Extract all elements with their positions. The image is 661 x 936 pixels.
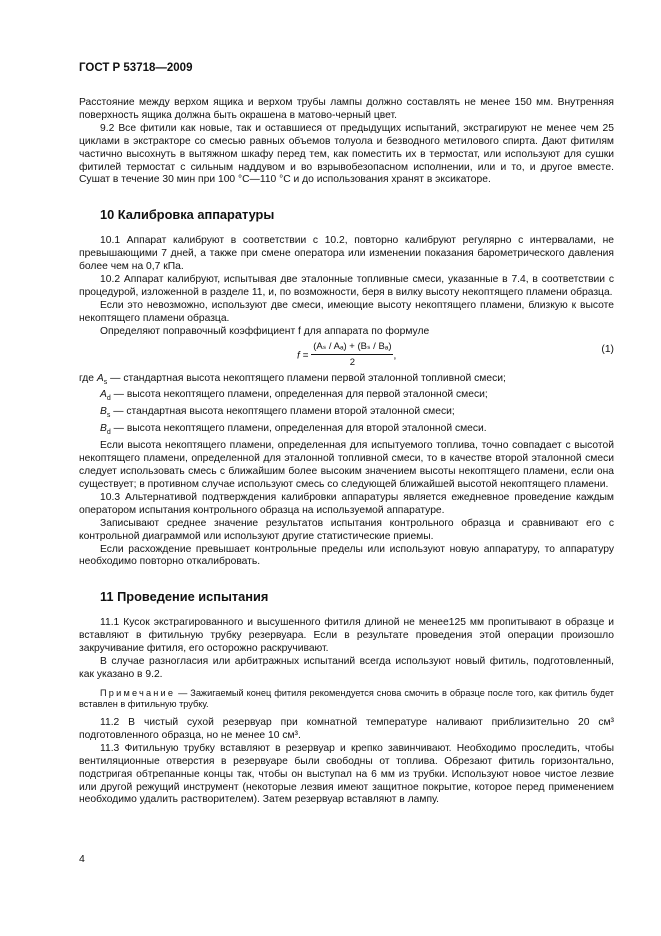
page-body — [79, 97, 614, 807]
definition-lead: где — [79, 372, 95, 384]
paragraph-10-2: 10.2 Аппарат калибруют, испытывая две эталонные топливные смеси, указанные в 7.4, в соответствии с процедурой, изложенной в разделе 11, и, по возможности, беря в вилку высоту некоптящего пламени образца. — [79, 273, 614, 298]
definition-symbol: B — [100, 423, 107, 435]
formula-number: (1) — [601, 343, 614, 355]
definition-symbol: B — [100, 406, 107, 418]
formula-tail: , — [393, 350, 397, 362]
page-number: 4 — [79, 853, 85, 865]
paragraph-11-2: 11.2 В чистый сухой резервуар при комнатной температуре наливают приблизительно 20 см³ подготовленного образца, но не менее 10 см³. — [79, 717, 614, 741]
definition-subscript: s — [103, 378, 108, 386]
definition-symbol: A — [96, 372, 104, 384]
paragraph-10-2d: Если высота некоптящего пламени, определенная для испытуемого топлива, точно совпадает с высотой некоптящего пламени, определенной для эталонной топливной смеси, то в качестве второй эталонной смеси следует использовать смесь с ближайшим более высоким значением высоты некоптящего пламени, если она существует; в противном случае используют смесь со следующей ближайшей высотой некоптящего пламени. — [79, 440, 614, 491]
formula-denominator: 2 — [349, 357, 355, 369]
paragraph-11-1: 11.1 Кусок экстрагированного и высушенного фитиля длиной не менее125 мм пропитывают в образце и вставляют в фитильную трубку резервуара. Если в результате проведения этой операции произошло закручивание фитиля, его осторожно раскручивают. — [79, 617, 614, 655]
paragraph-11-3: 11.3 Фитильную трубку вставляют в резервуар и крепко завинчивают. Необходимо проследить, чтобы вентиляционные отверстия в резервуаре были свободны от топлива. Обрезают фитиль горизонтально, подстригая обтрепанные концы так, чтобы он выступал на 6 мм из трубки. Используют новое чистое лезвие или другой режущий инструмент (некоторые лезвия имеют защитное покрытие, которое перед применением необходимо удалить растворителем). Затем резервуар вставляют в лампу. — [79, 742, 614, 806]
definition-row — [79, 423, 614, 440]
formula-1 — [79, 339, 614, 373]
definition-row — [79, 406, 614, 423]
definition-subscript: s — [106, 412, 111, 420]
note-text: — Зажигаемый конец фитиля рекомендуется снова смочить в образце после того, как фитиль будет вставлен в фитильную трубку. — [79, 687, 614, 710]
definition-text: — высота некоптящего пламени, определенная для второй эталонной смеси. — [113, 423, 487, 435]
paragraph-10-3b: Записывают среднее значение результатов испытания контрольного образца и сравнивают его с контрольной диаграммой или используют другие статистические приемы. — [79, 517, 614, 542]
formula-fraction — [311, 341, 393, 371]
formula-numerator: (Aₛ / Aₐ) + (Bₛ / Bₐ) — [311, 341, 393, 356]
symbol-definitions — [79, 373, 614, 441]
paragraph-10-2b: Если это невозможно, используют две смеси, имеющие высоту некоптящего пламени, близкую к высоте некоптящего пламени образца. — [79, 299, 614, 324]
paragraph-9-1-cont: Расстояние между верхом ящика и верхом трубы лампы должно составлять не менее 150 мм. Внутренняя поверхность ящика должна быть окрашена в матово-черный цвет. — [79, 97, 614, 121]
paragraph-10-2c: Определяют поправочный коэффициент f для аппарата по формуле — [100, 325, 430, 337]
formula-expression — [297, 341, 396, 371]
paragraph-10-3c: Если расхождение превышает контрольные пределы или используют новую аппаратуру, то аппаратуру необходимо повторно откалибровать. — [79, 543, 614, 568]
section-11-title: 11 Проведение испытания — [100, 589, 269, 605]
paragraph-9-2: 9.2 Все фитили как новые, так и оставшиеся от предыдущих испытаний, экстрагируют не менее чем 25 циклами в экстракторе со смесью равных объемов толуола и безводного метилового спирта. Дают фитилям частично высохнуть в вытяжном шкафу перед тем, как поместить их в термостат, или используют для сушки фитилей термостат с сильным наддувом и во взрывобезопасном исполнении, или и то, и другое вместе. Сушат в течение 30 мин при 100 °С—110 °С и до использования хранят в эксикаторе. — [79, 122, 614, 186]
definition-text: — высота некоптящего пламени, определенная для первой эталонной смеси; — [113, 389, 488, 401]
definition-subscript: d — [106, 429, 111, 437]
definition-text: — стандартная высота некоптящего пламени второй эталонной смеси; — [113, 406, 455, 418]
paragraph-11-1b: В случае разногласия или арбитражных испытаний всегда используют новый фитиль, подготовленный, как указано в 9.2. — [79, 656, 614, 680]
paragraph-10-1: 10.1 Аппарат калибруют в соответствии с 10.2, повторно калибруют регулярно с интервалами, не превышающими 7 дней, а также при смене оператора или изменении показания барометрического давления более чем на 0,7 кПа. — [79, 235, 614, 273]
definition-subscript: d — [106, 395, 111, 403]
note — [79, 688, 614, 711]
definition-row — [79, 373, 614, 390]
paragraph-10-3: 10.3 Альтернативой подтверждения калибровки аппаратуры является ежедневное проведение каждым оператором испытания контрольного образца на используемой аппаратуре. — [79, 491, 614, 516]
section-10-title: 10 Калибровка аппаратуры — [100, 207, 275, 223]
formula-lhs: f = — [297, 350, 309, 362]
definition-text: — стандартная высота некоптящего пламени первой эталонной топливной смеси; — [110, 372, 506, 384]
note-label: Примечание — [100, 687, 176, 698]
document-header: ГОСТ Р 53718—2009 — [79, 62, 193, 74]
definition-symbol: A — [100, 389, 107, 401]
definition-row — [79, 389, 614, 406]
